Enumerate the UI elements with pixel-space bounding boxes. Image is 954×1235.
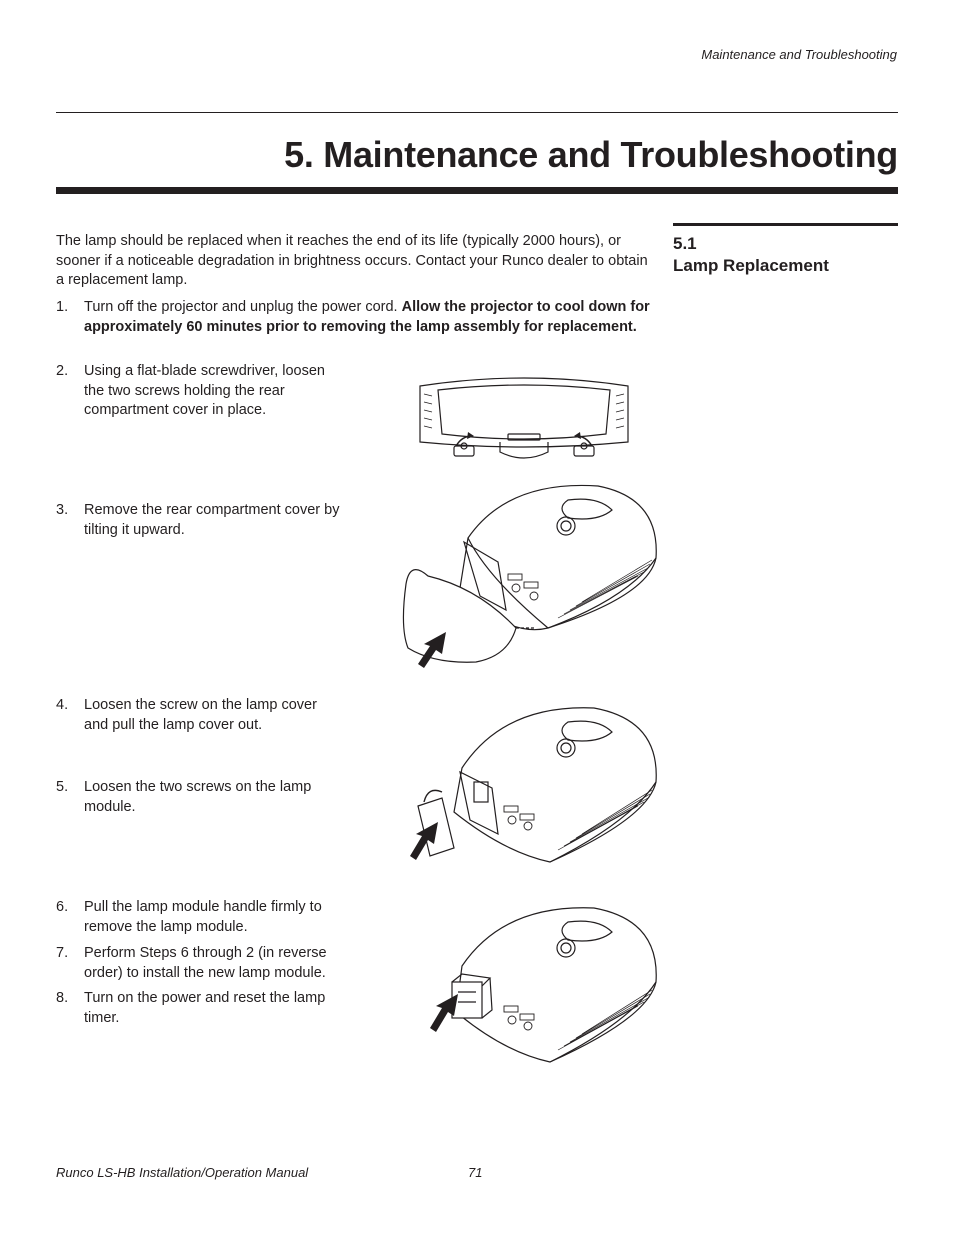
step-text: Pull the lamp module handle firmly to remove the lamp module. <box>84 899 322 935</box>
step-number: 7. <box>56 945 69 961</box>
section-rule <box>673 223 898 226</box>
header-rule <box>56 112 898 113</box>
chapter-title: 5. Maintenance and Troubleshooting <box>284 134 898 175</box>
step-number: 2. <box>56 363 69 379</box>
step-text: Loosen the two screws on the lamp module. <box>84 779 312 815</box>
step-number: 4. <box>56 697 69 713</box>
step-warning: Allow the projector to cool down for approximately 60 minutes prior to removing the lamp assembly for replacement. <box>84 299 650 335</box>
projector-lamp-module-illustration <box>428 902 660 1068</box>
step-text: Turn off the projector and unplug the power cord. <box>84 299 398 315</box>
step-number: 6. <box>56 899 69 915</box>
step-text: Using a flat-blade screwdriver, loosen the two screws holding the rear compartment cover in place. <box>84 363 325 418</box>
step-text: Remove the rear compartment cover by tilting it upward. <box>84 502 340 538</box>
step-text: Turn on the power and reset the lamp timer. <box>84 990 326 1026</box>
footer-manual-title: Runco LS-HB Installation/Operation Manual <box>56 1165 309 1180</box>
running-header: Maintenance and Troubleshooting <box>701 47 897 62</box>
intro-paragraph: The lamp should be replaced when it reaches the end of its life (typically 2000 hours), or sooner if a noticeable degradation in brightness occurs. Contact your Runco dealer to obtain a replacement lamp. <box>56 233 648 288</box>
step-number: 5. <box>56 779 69 795</box>
page-number: 71 <box>468 1165 483 1180</box>
step-number: 1. <box>56 299 69 315</box>
step-text: Perform Steps 6 through 2 (in reverse order) to install the new lamp module. <box>84 945 327 981</box>
chapter-rule <box>56 187 898 194</box>
section-title: Lamp Replacement <box>673 256 829 275</box>
projector-lamp-cover-illustration <box>404 702 660 868</box>
step-number: 3. <box>56 502 69 518</box>
section-number: 5.1 <box>673 234 697 253</box>
projector-rear-view-illustration <box>416 372 632 468</box>
projector-cover-removal-illustration <box>398 478 660 674</box>
step-number: 8. <box>56 990 69 1006</box>
step-text: Loosen the screw on the lamp cover and pull the lamp cover out. <box>84 697 317 733</box>
